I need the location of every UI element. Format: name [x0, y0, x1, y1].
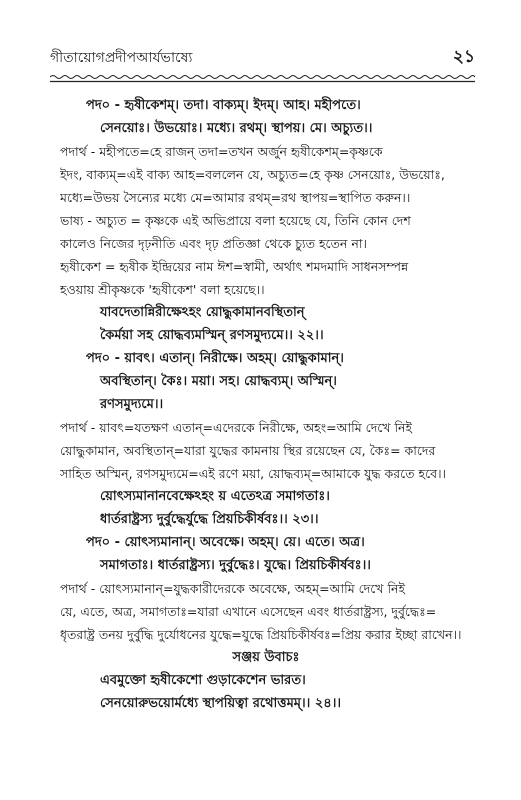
padapath-line: পদ০ - য়োৎস্যমানান্‌। অবেক্ষে। অহম্‌। য়ে। এতে। অত্র।	[86, 535, 365, 550]
commentary-line: হওয়ায় শ্রীকৃষ্ণকে 'হৃষীকেশ' বলা হয়েছে।।	[60, 282, 265, 297]
verse-line: এবমুক্তো হৃষীকেশো গুড়াকেশেন ভারত।	[100, 673, 306, 688]
padapath-line: সেনয়োঃ। উভয়োঃ। মধ্যে। রথম্‌। স্থাপয়। মে। অচ্যুত।।	[100, 121, 373, 136]
meaning-line: য়োদ্ধুকামান, অবস্থিতান্‌=যারা যুদ্ধের কামনায় স্থির রয়েছেন যে, কৈঃ= কাদের	[60, 443, 436, 458]
commentary-line: কালেও নিজের দৃঢ়নীতি এবং দৃঢ় প্রতিজ্ঞা থেকে চ্যুত হতেন না।	[60, 236, 367, 251]
meaning-line: ইদং, বাক্যম্‌=এই বাক্য আহ=বললেন যে, অচ্যুত=হে কৃষ্ণ সেনয়োঃ, উভয়োঃ,	[60, 167, 445, 182]
verse-line: য়োৎস্যমানানবেক্ষেঽহং য় এতেঽত্র সমাগতাঃ।	[100, 489, 330, 504]
header-divider	[50, 74, 475, 84]
meaning-line: য়ে, এতে, অত্র, সমাগতাঃ=যারা এখানে এসেছেন এবং ধার্তরাষ্ট্রস্য, দুর্বুদ্ধেঃ=	[60, 604, 437, 619]
padapath-line: অবস্থিতান্‌। কৈঃ। ময়া। সহ। য়োদ্ধব্যম্‌। অস্মিন্‌।	[100, 374, 337, 389]
commentary-line: হৃষীকেশ = হৃষীক ইন্দ্রিয়ের নাম ঈশ=স্বামী, অর্থাৎ শমদমাদি সাধনসম্পন্ন	[60, 259, 409, 274]
page-number: ২১	[452, 47, 475, 67]
verse-line: ধার্তরাষ্ট্রস্য দুর্বুদ্ধের্যুদ্ধে প্রিয়চিকীর্ষবঃ।। ২৩।।	[100, 512, 319, 527]
meaning-line: ধৃতরাষ্ট্র তনয় দুর্বুদ্ধি দুর্যোধনের যুদ্ধে=যুদ্ধে প্রিয়চিকীর্ষবঃ=প্রিয় করার ইচ্ছা রাখেন।।	[60, 627, 462, 642]
meaning-line: মধ্যে=উভয় সৈন্যের মধ্যে মে=আমার রথম্‌=রথ স্থাপয়=স্থাপিত করুন।।	[60, 190, 411, 205]
verse-line: যাবদেতান্নিরীক্ষেঽহং য়োদ্ধুকামানবস্থিতান্‌	[100, 305, 305, 320]
meaning-line: পদার্থ - য়োৎস্যমানান্‌=যুদ্ধকারীদেরকে অবেক্ষে, অহম্‌=আমি দেখে নিই	[60, 581, 405, 596]
verse-line: সেনয়োরুভয়োর্মধ্যে স্থাপয়িত্বা রথোত্তমম্‌।। ২৪।।	[100, 696, 342, 711]
page-body	[60, 94, 472, 715]
speaker-heading: সঞ্জয় উবাচঃ	[232, 650, 300, 665]
running-title: গীতায়োগপ্রদীপআর্যভাষ্যে	[50, 50, 193, 66]
meaning-line: পদার্থ - মহীপতে=হে রাজন্‌ তদা=তখন অর্জুন হৃষীকেশম্‌=কৃষ্ণকে	[60, 144, 383, 159]
padapath-line: পদ০ - য়াবৎ। এতান্‌। নিরীক্ষে। অহম্‌। য়োদ্ধুকামান্‌।	[86, 351, 344, 366]
verse-line: কৈর্ময়া সহ য়োদ্ধব্যমস্মিন্‌ রণসমুদ্যমে।। ২২।।	[100, 328, 324, 343]
meaning-line: সাহিত অস্মিন্‌, রণসমুদ্যমে=এই রণে ময়া, য়োদ্ধব্যম্‌=আমাকে যুদ্ধ করতে হবে।।	[60, 466, 447, 481]
page-header	[50, 44, 475, 70]
meaning-line: পদার্থ - য়াবৎ=যতক্ষণ এতান্‌=এদেরকে নিরীক্ষে, অহং=আমি দেখে নিই	[60, 420, 413, 435]
padapath-line: রণসমুদ্যমে।।	[100, 397, 164, 412]
padapath-line: সমাগতাঃ। ধার্তরাষ্ট্রস্য। দুর্বুদ্ধেঃ। যুদ্ধে। প্রিয়চিকীর্ষবঃ।।	[100, 558, 371, 573]
commentary-line: ভাষ্য - অচ্যুত = কৃষ্ণকে এই অভিপ্রায়ে বলা হয়েছে যে, তিনি কোন দেশ	[60, 213, 411, 228]
padapath-line: পদ০ - হৃষীকেশম্‌। তদা। বাক্যম্‌। ইদম্‌। আহ। মহীপতে।	[86, 98, 361, 113]
